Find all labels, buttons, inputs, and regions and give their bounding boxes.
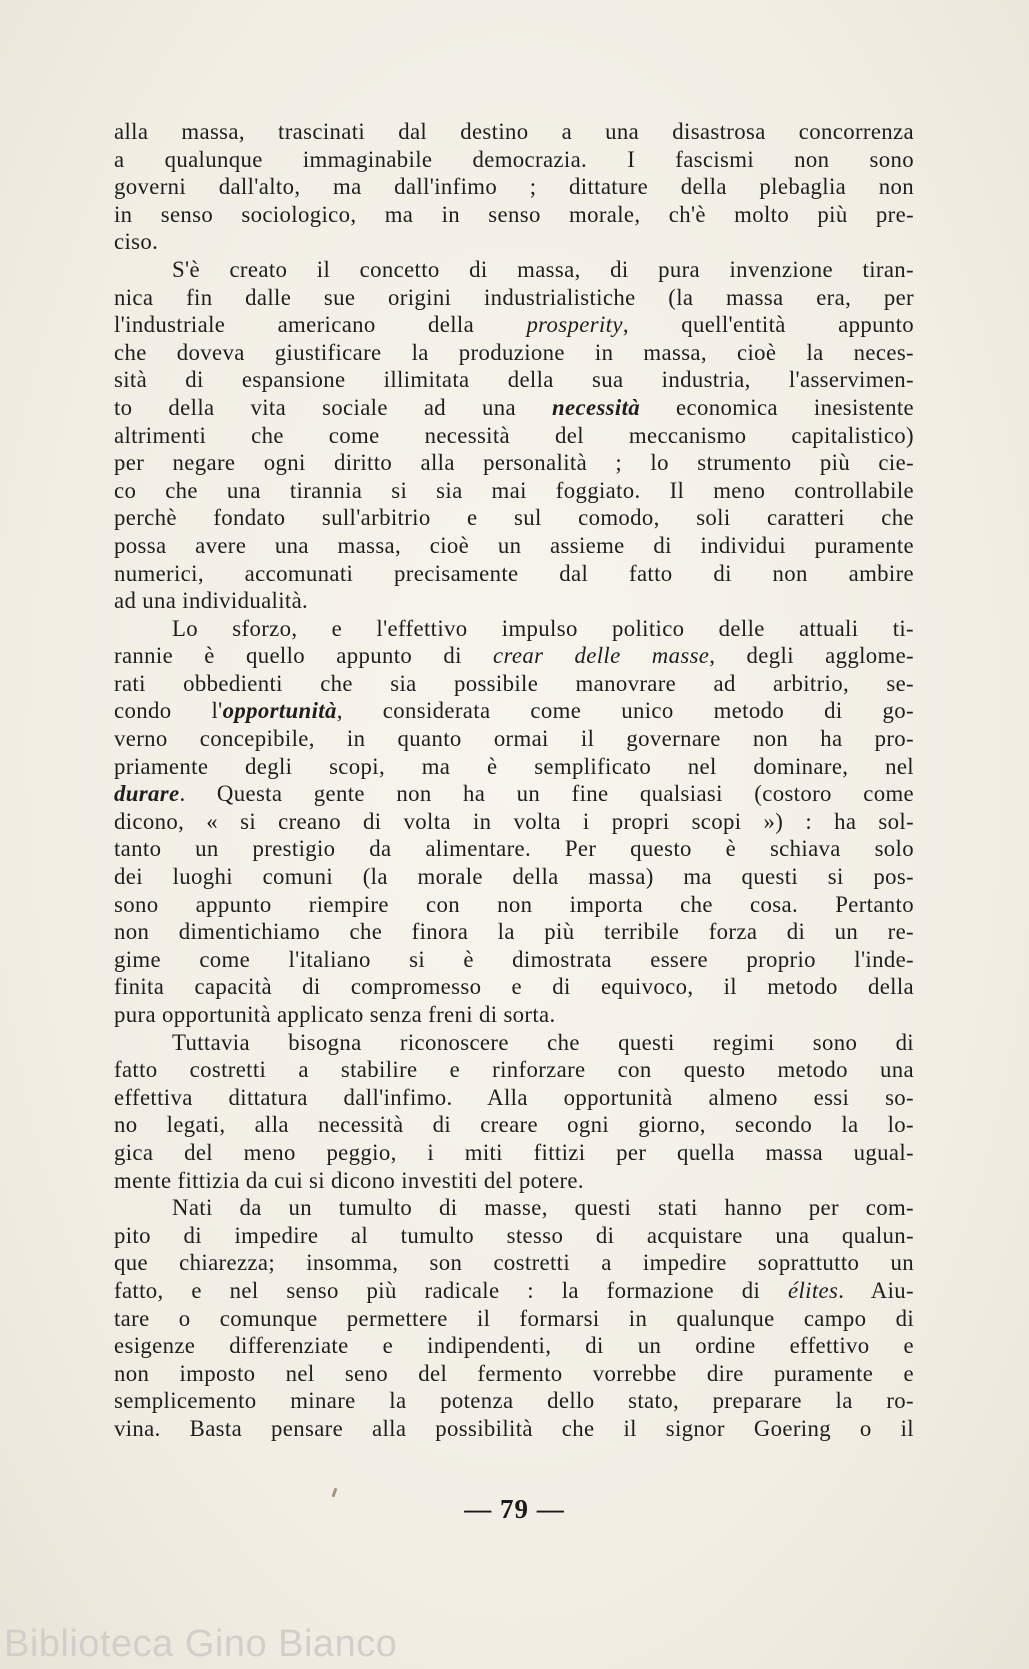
text-line	[114, 366, 914, 394]
text-line	[114, 697, 914, 725]
text-segment: Tuttavia bisogna riconoscere che questi regimi sono di	[172, 1029, 914, 1055]
text-line	[114, 642, 914, 670]
text-segment: non imposto nel seno del fermento vorrebbe dire puramente e	[114, 1360, 914, 1386]
text-segment: Lo sforzo, e l'effettivo impulso politico delle attuali ti-	[172, 615, 914, 641]
text-segment: . Aiu-	[838, 1277, 914, 1303]
text-line	[114, 863, 914, 891]
text-line	[114, 560, 914, 588]
text-segment: que chiarezza; insomma, son costretti a impedire soprattutto un	[114, 1250, 914, 1276]
text-line	[114, 1387, 914, 1415]
text-line	[114, 449, 914, 477]
text-line	[114, 201, 914, 229]
text-segment: , considerata come unico metodo di go-	[336, 698, 914, 724]
text-line	[114, 1084, 914, 1112]
text-line	[114, 256, 914, 284]
text-line	[114, 311, 914, 339]
text-segment: possa avere una massa, cioè un assieme di individui puramente	[114, 532, 914, 558]
text-segment: tanto un prestigio da alimentare. Per questo è schiava solo	[114, 836, 914, 862]
text-segment: mente fittizia da cui si dicono investiti del potere.	[114, 1167, 584, 1193]
text-segment: . Questa gente non ha un fine qualsiasi (costoro come	[179, 781, 914, 807]
text-segment: to della vita sociale ad una	[114, 394, 553, 420]
text-line	[114, 808, 914, 836]
text-segment: semplicemento minare la potenza dello stato, preparare la ro-	[114, 1388, 914, 1414]
text-line	[114, 422, 914, 450]
text-segment: esigenze differenziate e indipendenti, di un ordine effettivo e	[114, 1333, 914, 1359]
text-segment: S'è creato il concetto di massa, di pura invenzione tiran-	[172, 256, 914, 282]
text-line	[114, 587, 914, 615]
text-segment: che doveva giustificare la produzione in massa, cioè la neces-	[114, 339, 914, 365]
text-line	[114, 284, 914, 312]
text-segment: rati obbedienti che sia possibile manovrare ad arbitrio, se-	[114, 670, 914, 696]
text-line	[114, 725, 914, 753]
text-line	[114, 1305, 914, 1333]
text-segment: altrimenti che come necessità del meccanismo capitalistico)	[114, 422, 914, 448]
text-segment: per negare ogni diritto alla personalità ; lo strumento più cie-	[114, 450, 914, 476]
text-line	[114, 477, 914, 505]
text-line	[114, 146, 914, 174]
emphasized-text: durare	[114, 781, 180, 807]
text-segment: economica inesistente	[640, 394, 914, 420]
text-segment: no legati, alla necessità di creare ogni giorno, secondo la lo-	[114, 1112, 914, 1138]
text-segment: verno concepibile, in quanto ormai il governare non ha pro-	[114, 726, 914, 752]
text-segment: fatto costretti a stabilire e rinforzare con questo metodo una	[114, 1057, 914, 1083]
text-segment: sono appunto riempire con non importa che cosa. Pertanto	[114, 891, 914, 917]
text-segment: pura opportunità applicato senza freni di sorta.	[114, 1002, 556, 1027]
emphasized-text: prosperity	[526, 312, 623, 338]
text-line	[114, 891, 914, 919]
text-segment: effettiva dittatura dall'infimo. Alla opportunità almeno essi so-	[114, 1084, 914, 1110]
text-line	[114, 1332, 914, 1360]
text-line	[114, 173, 914, 201]
text-segment: in senso sociologico, ma in senso morale, ch'è molto più pre-	[114, 201, 914, 227]
text-line	[114, 118, 914, 146]
text-line	[114, 1249, 914, 1277]
text-line	[114, 339, 914, 367]
text-line	[114, 1001, 914, 1029]
text-line	[114, 504, 914, 532]
text-segment: ciso.	[114, 229, 159, 255]
text-segment: alla massa, trascinati dal destino a una disastrosa concorrenza	[114, 119, 914, 144]
text-segment: vina. Basta pensare alla possibilità che il signor Goering o il	[114, 1415, 914, 1441]
text-segment: numerici, accomunati precisamente dal fatto di non ambire	[114, 560, 914, 586]
text-line	[114, 394, 914, 422]
text-line	[114, 1222, 914, 1250]
text-segment: dicono, « si creano di volta in volta i propri scopi ») : ha sol-	[114, 808, 914, 834]
text-segment: non dimentichiamo che finora la più terribile forza di un re-	[114, 919, 914, 945]
text-line	[114, 670, 914, 698]
text-line	[114, 1139, 914, 1167]
text-segment: , degli agglome-	[709, 643, 914, 669]
text-segment: ad una individualità.	[114, 588, 309, 614]
text-line	[114, 1029, 914, 1057]
text-segment: gime come l'italiano si è dimostrata essere proprio l'inde-	[114, 946, 914, 972]
text-segment: gica del meno peggio, i miti fittizi per quella massa ugual-	[114, 1139, 914, 1165]
text-segment: fatto, e nel senso più radicale : la formazione di	[114, 1277, 788, 1303]
text-segment: co che una tirannia si sia mai foggiato. Il meno controllabile	[114, 477, 914, 503]
text-segment: Nati da un tumulto di masse, questi stati hanno per com-	[172, 1195, 914, 1221]
text-segment: condo l'	[114, 698, 223, 724]
text-line	[114, 532, 914, 560]
text-segment: pito di impedire al tumulto stesso di acquistare una qualun-	[114, 1222, 914, 1248]
text-segment: perchè fondato sull'arbitrio e sul comodo, soli caratteri che	[114, 505, 914, 531]
emphasized-text: crear delle masse	[493, 643, 710, 669]
text-line	[114, 780, 914, 808]
text-segment: rannie è quello appunto di	[114, 643, 494, 669]
text-segment: , quell'entità appunto	[622, 312, 914, 338]
text-segment: priamente degli scopi, ma è semplificato nel dominare, nel	[114, 753, 914, 779]
text-line	[114, 1415, 914, 1443]
library-watermark: Biblioteca Gino Bianco	[4, 1623, 398, 1665]
emphasized-text: necessità	[552, 394, 641, 420]
body-text	[114, 118, 914, 1443]
text-line	[114, 615, 914, 643]
text-line	[114, 753, 914, 781]
text-line	[114, 1167, 914, 1195]
text-segment: tare o comunque permettere il formarsi in qualunque campo di	[114, 1305, 914, 1331]
text-segment: finita capacità di compromesso e di equivoco, il metodo della	[114, 974, 914, 1000]
text-segment: l'industriale americano della	[114, 312, 527, 338]
emphasized-text: élites	[788, 1277, 839, 1303]
text-segment: nica fin dalle sue origini industrialistiche (la massa era, per	[114, 284, 914, 310]
text-line	[114, 973, 914, 1001]
text-line	[114, 1056, 914, 1084]
text-line	[114, 228, 914, 256]
text-segment: sità di espansione illimitata della sua industria, l'asservimen-	[114, 367, 914, 393]
emphasized-text: opportunità	[222, 698, 337, 724]
text-line	[114, 946, 914, 974]
page-number: — 79 —	[464, 1494, 565, 1524]
text-line	[114, 1111, 914, 1139]
text-segment: a qualunque immaginabile democrazia. I fascismi non sono	[114, 146, 914, 172]
text-line	[114, 1194, 914, 1222]
text-line	[114, 918, 914, 946]
text-line	[114, 1277, 914, 1305]
text-line	[114, 835, 914, 863]
text-segment: governi dall'alto, ma dall'infimo ; dittature della plebaglia non	[114, 174, 914, 200]
text-segment: dei luoghi comuni (la morale della massa) ma questi si pos-	[114, 864, 914, 890]
text-line	[114, 1360, 914, 1388]
